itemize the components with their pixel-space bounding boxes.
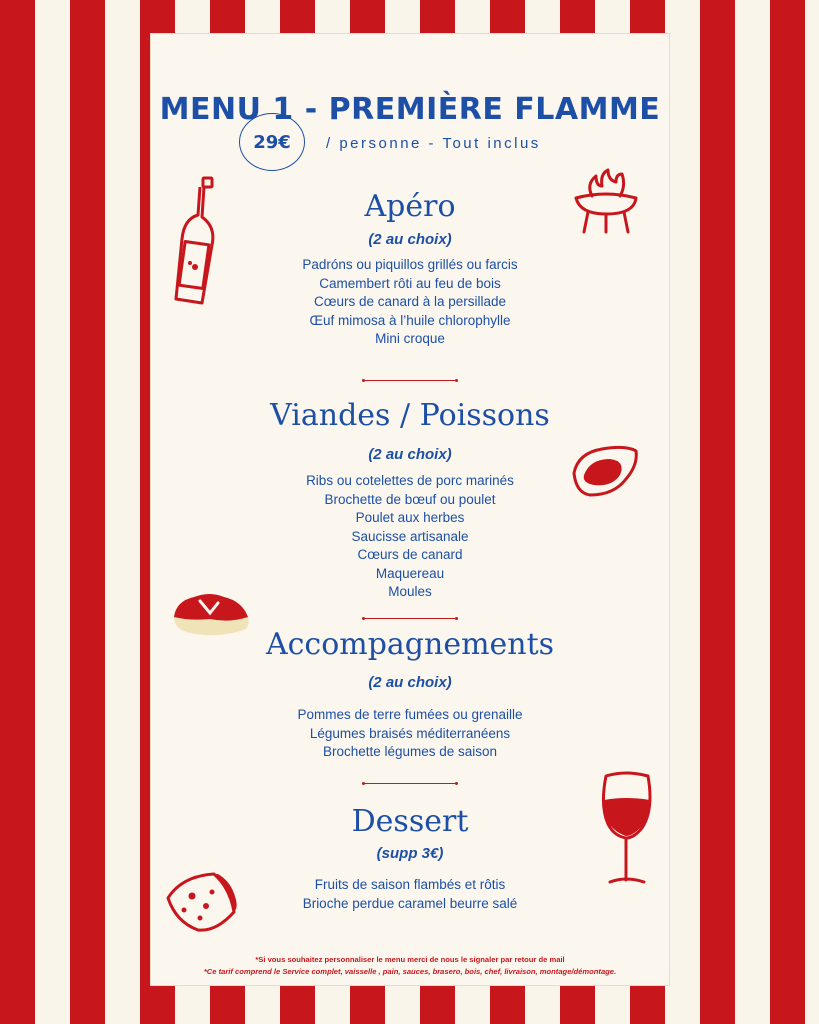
section-items-accompagnements	[151, 706, 669, 762]
section-title-dessert: Dessert	[351, 804, 469, 839]
section-choice-dessert: (supp 3€)	[376, 845, 444, 862]
section-choice-apero: (2 au choix)	[368, 231, 452, 248]
menu-title: MENU 1 - PREMIÈRE FLAMME	[159, 92, 661, 127]
menu-item: Camembert rôti au feu de bois	[319, 275, 501, 291]
section-title-apero: Apéro	[364, 189, 456, 224]
menu-item: Ribs ou cotelettes de porc marinés	[306, 473, 514, 488]
menu-item: Brochette de bœuf ou poulet	[324, 491, 496, 507]
menu-item: Maquereau	[375, 565, 445, 581]
menu-item: Poulet aux herbes	[355, 510, 465, 525]
section-choice-viandes: (2 au choix)	[368, 446, 452, 463]
price-subtitle: / personne - Tout inclus	[326, 135, 541, 152]
section-divider	[364, 380, 456, 381]
menu-item: Légumes braisés méditerranéens	[309, 725, 511, 741]
steak-icon	[170, 589, 252, 639]
wine-bottle-icon	[168, 175, 224, 310]
menu-item: Cœurs de canard à la persillade	[313, 294, 507, 309]
menu-item: Pommes de terre fumées ou grenaille	[297, 707, 523, 722]
menu-item: Brochette légumes de saison	[322, 744, 498, 759]
menu-item: Fruits de saison flambés et rôtis	[314, 877, 506, 892]
brazier-icon	[572, 166, 640, 236]
menu-item: Mini croque	[375, 331, 445, 346]
section-choice-accompagnements: (2 au choix)	[368, 674, 452, 691]
section-divider	[364, 618, 456, 619]
footnote-includes: *Ce tarif comprend le Service complet, vaisselle , pain, sauces, brasero, bois, chef, livraison, montage/démontage.	[203, 967, 617, 976]
cheese-icon	[162, 868, 240, 936]
section-divider	[364, 783, 456, 784]
section-title-accompagnements: Accompagnements	[265, 627, 555, 662]
menu-item: Brioche perdue caramel beurre salé	[302, 895, 518, 911]
wine-glass-icon	[598, 770, 656, 890]
price-value: 29€	[253, 131, 291, 153]
menu-item: Moules	[388, 584, 432, 599]
menu-item: Œuf mimosa à l’huile chlorophylle	[309, 312, 511, 328]
menu-item: Saucisse artisanale	[351, 528, 469, 544]
price-badge	[239, 113, 305, 171]
menu-item: Cœurs de canard	[357, 547, 463, 562]
section-title-viandes: Viandes / Poissons	[270, 398, 550, 433]
menu-item: Padróns ou piquillos grillés ou farcis	[302, 257, 518, 272]
footnote-personalize: *Si vous souhaitez personnaliser le menu merci de nous le signaler par retour de mail	[255, 955, 565, 964]
section-items-apero	[151, 256, 669, 349]
oyster-icon	[570, 443, 640, 501]
